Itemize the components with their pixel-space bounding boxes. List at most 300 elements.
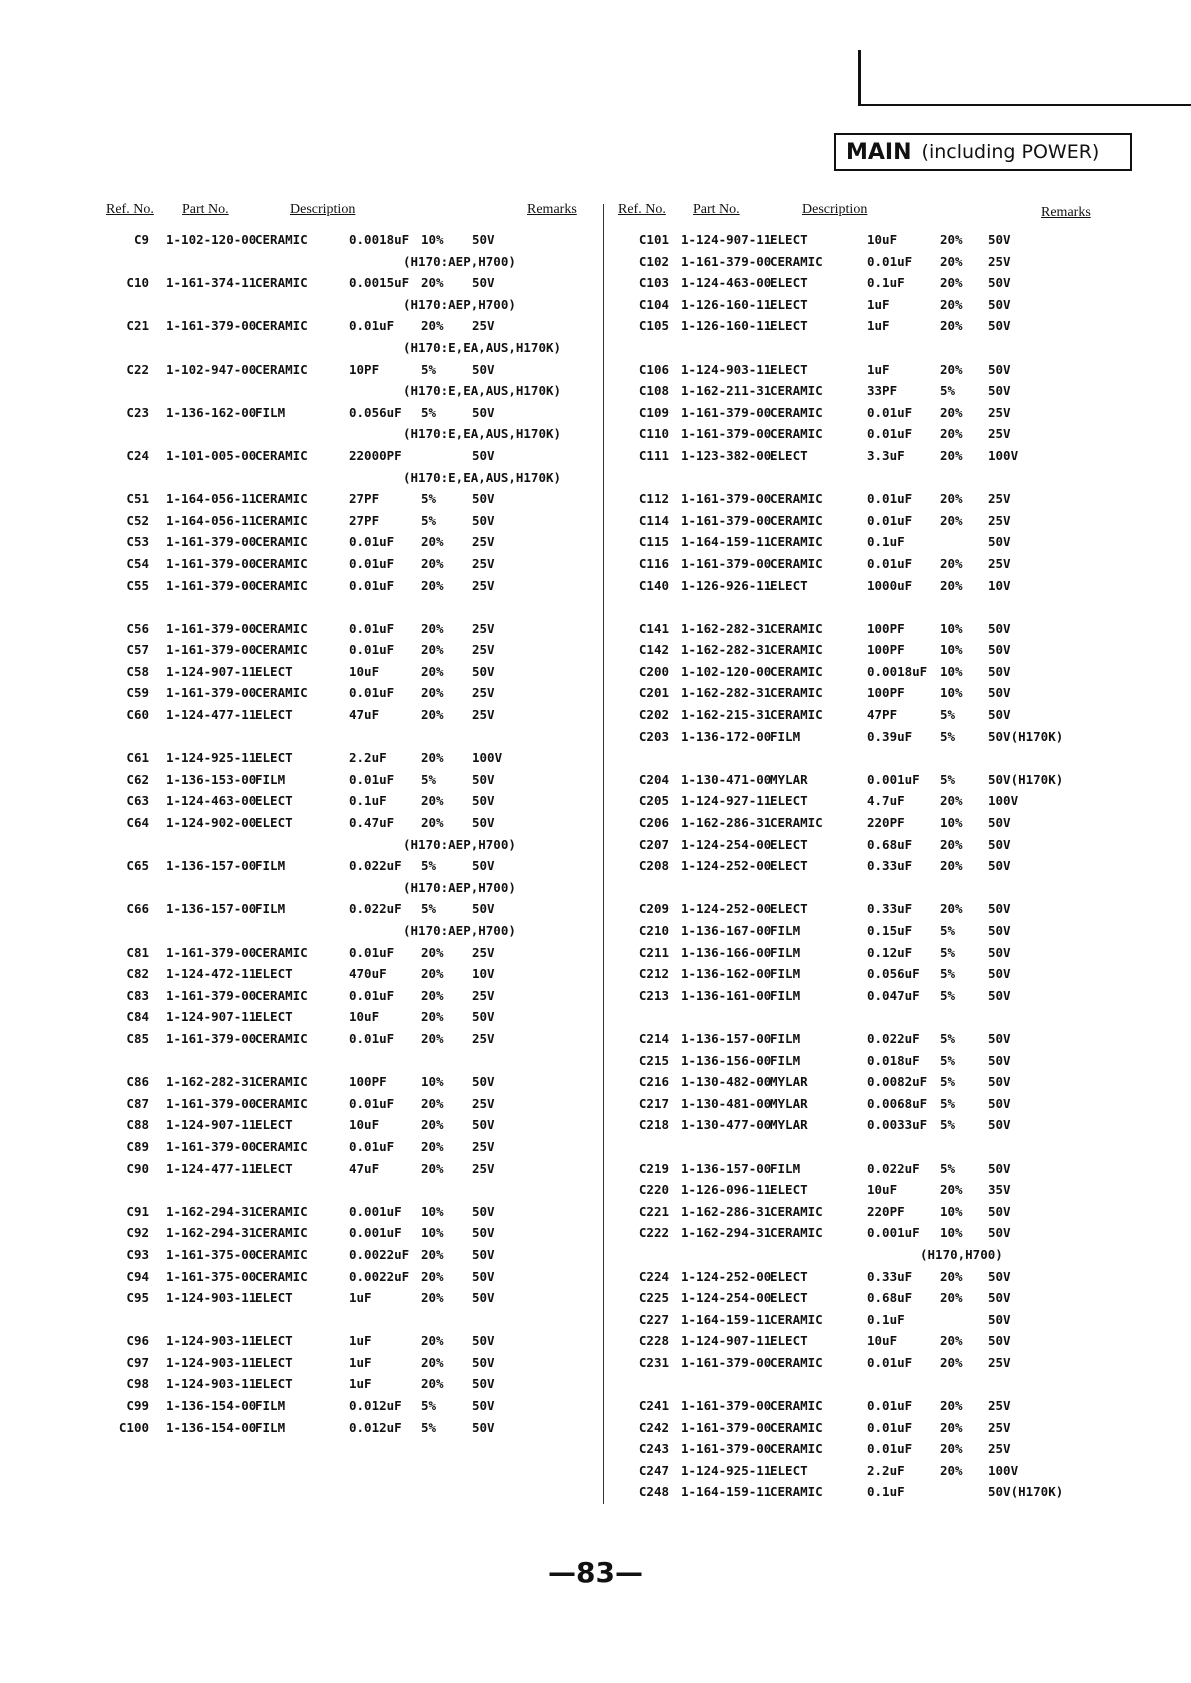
cell-value: 0.0015uF	[349, 275, 410, 291]
cell-part: 1-162-282-31	[166, 1074, 257, 1090]
cell-tol: 5%	[940, 1160, 956, 1176]
cell-value: 0.01uF	[867, 404, 913, 420]
cell-tol: 20%	[421, 555, 444, 571]
cell-value: 22000PF	[349, 447, 402, 463]
cell-ref: C84	[126, 1009, 149, 1025]
cell-part: 1-124-252-00	[681, 858, 772, 874]
cell-tol: 20%	[421, 1095, 444, 1111]
cell-value: 0.01uF	[867, 1398, 913, 1414]
cell-volt: 50V	[988, 1052, 1011, 1068]
cell-tol: 20%	[421, 318, 444, 334]
cell-value: 1uF	[867, 318, 890, 334]
cell-value: 0.01uF	[867, 1354, 913, 1370]
cell-volt: 50V	[472, 512, 495, 528]
cell-volt: 25V	[988, 426, 1011, 442]
cell-ref: C242	[638, 1419, 669, 1435]
cell-tol: 20%	[940, 1268, 963, 1284]
cell-type: ELECT	[770, 275, 808, 291]
cell-part: 1-136-157-00	[681, 1160, 772, 1176]
cell-tol: 20%	[940, 1462, 963, 1478]
cell-tol: 5%	[940, 923, 956, 938]
cell-tol: 20%	[421, 944, 444, 960]
cell-type: ELECT	[255, 1117, 293, 1133]
cell-tol: 10%	[421, 1225, 444, 1241]
cell-tol: 20%	[940, 577, 963, 593]
cell-value: 1uF	[867, 296, 890, 312]
cell-volt: 50V	[472, 1398, 495, 1414]
cell-ref: C101	[638, 232, 669, 247]
cell-type: CERAMIC	[770, 1398, 823, 1414]
cell-volt: 25V	[472, 642, 495, 658]
cell-ref: C219	[638, 1160, 669, 1176]
cell-value: 0.018uF	[867, 1052, 920, 1068]
cell-value: 0.001uF	[867, 771, 920, 787]
cell-remark: (H170:E,EA,AUS,H170K)	[403, 339, 562, 355]
cell-ref: C212	[638, 966, 669, 982]
cell-ref: C247	[638, 1462, 669, 1478]
cell-type: CERAMIC	[770, 555, 823, 571]
cell-volt: 25V	[472, 987, 495, 1003]
cell-ref: C201	[638, 685, 669, 701]
cell-tol: 5%	[940, 1074, 956, 1090]
cell-type: FILM	[255, 404, 286, 420]
cell-part: 1-161-375-00	[166, 1268, 257, 1284]
cell-volt: 50V	[472, 361, 495, 377]
cell-type: MYLAR	[770, 771, 808, 787]
cell-tol: 20%	[421, 1376, 444, 1392]
cell-part: 1-162-294-31	[166, 1225, 257, 1241]
cell-volt: 50V	[472, 1117, 495, 1133]
cell-type: ELECT	[770, 361, 808, 377]
cell-part: 1-161-379-00	[681, 426, 772, 442]
cell-volt: 100V	[472, 750, 503, 766]
left-header-part: Part No.	[182, 202, 229, 217]
cell-type: FILM	[255, 901, 286, 917]
cell-ref: C87	[126, 1095, 149, 1111]
cell-tol: 20%	[940, 447, 963, 463]
cell-type: FILM	[770, 966, 801, 982]
cell-type: ELECT	[770, 858, 808, 874]
cell-volt: 50V(H170K)	[988, 771, 1064, 787]
cell-value: 100PF	[867, 685, 905, 701]
cell-part: 1-126-160-11	[681, 318, 772, 334]
cell-volt: 50V	[988, 858, 1011, 874]
cell-value: 100PF	[867, 620, 905, 636]
cell-tol: 20%	[940, 1398, 963, 1414]
cell-volt: 50V	[988, 361, 1011, 377]
cell-value: 0.022uF	[349, 858, 402, 874]
cell-type: ELECT	[770, 1462, 808, 1478]
cell-part: 1-124-477-11	[166, 707, 257, 723]
cell-value: 0.01uF	[349, 1138, 395, 1154]
cell-value: 220PF	[867, 815, 905, 831]
cell-type: MYLAR	[770, 1074, 808, 1090]
cell-type: CERAMIC	[770, 642, 823, 658]
cell-type: CERAMIC	[770, 707, 823, 723]
cell-ref: C210	[638, 923, 669, 938]
cell-type: CERAMIC	[770, 383, 823, 399]
cell-volt: 50V(H170K)	[988, 1484, 1064, 1500]
cell-type: ELECT	[770, 318, 808, 334]
cell-value: 0.0022uF	[349, 1246, 410, 1262]
cell-value: 47PF	[867, 707, 898, 723]
cell-part: 1-161-379-00	[681, 1354, 772, 1370]
cell-tol: 5%	[940, 1052, 956, 1068]
cell-part: 1-161-379-00	[166, 685, 257, 701]
cell-ref: C23	[126, 404, 149, 420]
cell-tol: 20%	[421, 685, 444, 701]
cell-ref: C60	[126, 707, 149, 723]
page-number: —83—	[548, 1556, 643, 1589]
cell-type: ELECT	[770, 577, 808, 593]
cell-type: CERAMIC	[255, 512, 308, 528]
cell-value: 0.33uF	[867, 858, 913, 874]
cell-remark: (H170:E,EA,AUS,H170K)	[403, 383, 562, 399]
cell-tol: 20%	[940, 858, 963, 874]
cell-tol: 10%	[940, 642, 963, 658]
cell-value: 0.0018uF	[349, 232, 410, 247]
cell-tol: 20%	[421, 1268, 444, 1284]
cell-type: ELECT	[770, 232, 808, 247]
cell-tol: 20%	[421, 793, 444, 809]
cell-tol: 20%	[940, 275, 963, 291]
cell-volt: 50V	[988, 1311, 1011, 1327]
cell-type: CERAMIC	[255, 577, 308, 593]
cell-part: 1-102-120-00	[681, 663, 772, 679]
cell-value: 10uF	[867, 1182, 898, 1198]
cell-tol: 20%	[421, 642, 444, 658]
cell-tol: 20%	[940, 426, 963, 442]
cell-value: 10uF	[867, 1333, 898, 1349]
cell-part: 1-124-472-11	[166, 966, 257, 982]
cell-type: FILM	[770, 1160, 801, 1176]
cell-ref: C220	[638, 1182, 669, 1198]
cell-tol: 20%	[421, 1009, 444, 1025]
cell-part: 1-161-379-00	[166, 944, 257, 960]
cell-volt: 50V	[988, 901, 1011, 917]
cell-type: ELECT	[770, 296, 808, 312]
cell-tol: 20%	[421, 1354, 444, 1370]
cell-remark: (H170,H700)	[920, 1246, 1003, 1262]
cell-value: 0.01uF	[349, 1030, 395, 1046]
cell-part: 1-161-379-00	[166, 620, 257, 636]
section-title: MAIN	[846, 139, 912, 165]
cell-part: 1-124-903-11	[166, 1290, 257, 1306]
cell-value: 100PF	[867, 642, 905, 658]
cell-tol: 20%	[940, 361, 963, 377]
cell-value: 220PF	[867, 1203, 905, 1219]
cell-value: 0.012uF	[349, 1419, 402, 1435]
cell-volt: 50V	[988, 923, 1011, 938]
cell-ref: C94	[126, 1268, 149, 1284]
cell-type: MYLAR	[770, 1095, 808, 1111]
cell-ref: C106	[638, 361, 669, 377]
right-header-ref: Ref. No.	[618, 202, 666, 217]
cell-remark: (H170:E,EA,AUS,H170K)	[403, 469, 562, 485]
cell-ref: C248	[638, 1484, 669, 1500]
cell-ref: C88	[126, 1117, 149, 1133]
cell-value: 0.01uF	[349, 944, 395, 960]
cell-ref: C83	[126, 987, 149, 1003]
cell-value: 47uF	[349, 707, 380, 723]
cell-part: 1-124-907-11	[681, 232, 772, 247]
cell-volt: 50V	[472, 1354, 495, 1370]
cell-ref: C52	[126, 512, 149, 528]
cell-type: CERAMIC	[255, 1225, 308, 1241]
cell-type: CERAMIC	[770, 685, 823, 701]
cell-value: 0.68uF	[867, 1290, 913, 1306]
cell-type: CERAMIC	[255, 275, 308, 291]
cell-ref: C95	[126, 1290, 149, 1306]
cell-type: ELECT	[770, 1333, 808, 1349]
cell-volt: 25V	[472, 534, 495, 550]
cell-volt: 50V(H170K)	[988, 728, 1064, 744]
cell-part: 1-124-907-11	[166, 663, 257, 679]
cell-tol: 5%	[421, 858, 437, 874]
cell-tol: 20%	[421, 815, 444, 831]
cell-type: FILM	[255, 771, 286, 787]
cell-ref: C61	[126, 750, 149, 766]
cell-ref: C55	[126, 577, 149, 593]
cell-part: 1-136-153-00	[166, 771, 257, 787]
cell-ref: C243	[638, 1441, 669, 1457]
cell-ref: C217	[638, 1095, 669, 1111]
cell-tol: 10%	[421, 1074, 444, 1090]
cell-tol: 5%	[940, 771, 956, 787]
cell-type: ELECT	[255, 1009, 293, 1025]
cell-ref: C218	[638, 1117, 669, 1133]
cell-part: 1-124-907-11	[166, 1009, 257, 1025]
cell-type: CERAMIC	[255, 1138, 308, 1154]
cell-part: 1-101-005-00	[166, 447, 257, 463]
cell-type: CERAMIC	[255, 534, 308, 550]
cell-volt: 25V	[988, 555, 1011, 571]
cell-type: FILM	[255, 858, 286, 874]
cell-type: CERAMIC	[770, 1441, 823, 1457]
cell-part: 1-164-159-11	[681, 1311, 772, 1327]
cell-part: 1-161-379-00	[681, 1398, 772, 1414]
cell-value: 0.1uF	[867, 275, 905, 291]
cell-tol: 5%	[421, 771, 437, 787]
cell-part: 1-124-925-11	[681, 1462, 772, 1478]
cell-value: 0.056uF	[349, 404, 402, 420]
cell-part: 1-164-159-11	[681, 534, 772, 550]
cell-tol: 20%	[940, 1441, 963, 1457]
cell-part: 1-124-927-11	[681, 793, 772, 809]
cell-volt: 50V	[988, 1225, 1011, 1241]
cell-volt: 10V	[472, 966, 495, 982]
cell-type: ELECT	[255, 815, 293, 831]
cell-volt: 25V	[472, 555, 495, 571]
cell-ref: C203	[638, 728, 669, 744]
cell-ref: C141	[638, 620, 669, 636]
cell-ref: C205	[638, 793, 669, 809]
cell-tol: 5%	[421, 1398, 437, 1414]
cell-ref: C112	[638, 491, 669, 507]
right-header-remarks: Remarks	[1041, 205, 1091, 220]
cell-remark: (H170:AEP,H700)	[403, 879, 516, 895]
cell-volt: 50V	[472, 404, 495, 420]
cell-ref: C58	[126, 663, 149, 679]
cell-ref: C104	[638, 296, 669, 312]
cell-ref: C200	[638, 663, 669, 679]
cell-part: 1-162-211-31	[681, 383, 772, 399]
cell-ref: C202	[638, 707, 669, 723]
cell-part: 1-136-161-00	[681, 987, 772, 1003]
cell-part: 1-124-903-11	[166, 1354, 257, 1370]
cell-type: MYLAR	[770, 1117, 808, 1133]
cell-tol: 20%	[940, 491, 963, 507]
cell-volt: 25V	[472, 1160, 495, 1176]
cell-type: CERAMIC	[770, 491, 823, 507]
cell-volt: 50V	[472, 491, 495, 507]
cell-value: 0.047uF	[867, 987, 920, 1003]
cell-tol: 20%	[421, 1290, 444, 1306]
cell-volt: 50V	[988, 1074, 1011, 1090]
cell-tol: 5%	[421, 901, 437, 917]
cell-tol: 5%	[940, 383, 956, 399]
cell-type: CERAMIC	[770, 815, 823, 831]
cell-ref: C221	[638, 1203, 669, 1219]
cell-tol: 20%	[421, 534, 444, 550]
cell-type: FILM	[770, 1030, 801, 1046]
cell-type: ELECT	[255, 1376, 293, 1392]
cell-part: 1-124-254-00	[681, 1290, 772, 1306]
cell-volt: 25V	[472, 1138, 495, 1154]
cell-ref: C57	[126, 642, 149, 658]
left-header-desc: Description	[290, 202, 356, 217]
cell-tol: 20%	[940, 1419, 963, 1435]
cell-value: 0.01uF	[349, 534, 395, 550]
cell-volt: 50V	[988, 296, 1011, 312]
cell-ref: C90	[126, 1160, 149, 1176]
cell-type: CERAMIC	[770, 404, 823, 420]
cell-part: 1-130-482-00	[681, 1074, 772, 1090]
cell-value: 0.1uF	[867, 534, 905, 550]
cell-tol: 20%	[421, 620, 444, 636]
cell-part: 1-124-902-00	[166, 815, 257, 831]
cell-part: 1-161-379-00	[166, 1095, 257, 1111]
cell-ref: C63	[126, 793, 149, 809]
cell-volt: 25V	[472, 318, 495, 334]
cell-type: ELECT	[255, 966, 293, 982]
cell-ref: C241	[638, 1398, 669, 1414]
cell-ref: C100	[118, 1419, 149, 1435]
cell-value: 0.001uF	[349, 1203, 402, 1219]
cell-value: 0.0082uF	[867, 1074, 928, 1090]
cell-type: FILM	[770, 728, 801, 744]
cell-tol: 20%	[421, 987, 444, 1003]
cell-volt: 50V	[472, 447, 495, 463]
cell-tol: 10%	[940, 620, 963, 636]
cell-type: CERAMIC	[255, 1246, 308, 1262]
cell-type: ELECT	[770, 447, 808, 463]
cell-type: ELECT	[255, 1290, 293, 1306]
cell-volt: 50V	[472, 1376, 495, 1392]
cell-part: 1-161-374-11	[166, 275, 257, 291]
cell-tol: 20%	[421, 750, 444, 766]
cell-volt: 25V	[988, 491, 1011, 507]
cell-volt: 50V	[472, 275, 495, 291]
cell-type: CERAMIC	[255, 1268, 308, 1284]
cell-type: ELECT	[255, 1160, 293, 1176]
cell-part: 1-124-463-00	[681, 275, 772, 291]
cell-volt: 50V	[988, 534, 1011, 550]
cell-part: 1-136-156-00	[681, 1052, 772, 1068]
cell-value: 0.01uF	[349, 577, 395, 593]
cell-volt: 50V	[472, 1419, 495, 1435]
cell-part: 1-162-294-31	[681, 1225, 772, 1241]
cell-volt: 100V	[988, 793, 1019, 809]
cell-tol: 5%	[940, 728, 956, 744]
cell-ref: C231	[638, 1354, 669, 1370]
cell-value: 1uF	[349, 1290, 372, 1306]
cell-tol: 20%	[940, 1354, 963, 1370]
cell-tol: 5%	[940, 944, 956, 960]
cell-tol: 20%	[421, 1138, 444, 1154]
cell-tol: 20%	[940, 318, 963, 334]
cell-volt: 25V	[988, 1354, 1011, 1370]
cell-part: 1-161-379-00	[166, 1138, 257, 1154]
cell-volt: 50V	[472, 663, 495, 679]
cell-part: 1-161-379-00	[681, 555, 772, 571]
left-header-ref: Ref. No.	[106, 202, 154, 217]
cell-ref: C64	[126, 815, 149, 831]
cell-tol: 20%	[940, 901, 963, 917]
cell-type: CERAMIC	[255, 685, 308, 701]
cell-volt: 50V	[988, 383, 1011, 399]
cell-type: CERAMIC	[255, 1203, 308, 1219]
cell-type: ELECT	[770, 1268, 808, 1284]
cell-tol: 20%	[421, 966, 444, 982]
cell-type: ELECT	[770, 1182, 808, 1198]
cell-part: 1-136-162-00	[166, 404, 257, 420]
cell-tol: 10%	[940, 685, 963, 701]
cell-value: 10uF	[867, 232, 898, 247]
cell-volt: 25V	[472, 620, 495, 636]
cell-ref: C222	[638, 1225, 669, 1241]
cell-volt: 50V	[988, 836, 1011, 852]
corner-mark-vertical	[858, 50, 861, 106]
cell-ref: C110	[638, 426, 669, 442]
cell-part: 1-161-379-00	[166, 555, 257, 571]
cell-part: 1-102-120-00	[166, 232, 257, 247]
cell-value: 0.33uF	[867, 1268, 913, 1284]
cell-volt: 50V	[988, 1030, 1011, 1046]
cell-volt: 50V	[472, 1268, 495, 1284]
cell-tol: 20%	[421, 577, 444, 593]
cell-volt: 25V	[472, 577, 495, 593]
cell-type: ELECT	[255, 663, 293, 679]
cell-value: 0.1uF	[867, 1311, 905, 1327]
cell-tol: 5%	[940, 1095, 956, 1111]
cell-ref: C208	[638, 858, 669, 874]
cell-value: 0.001uF	[867, 1225, 920, 1241]
cell-value: 0.01uF	[349, 620, 395, 636]
cell-type: ELECT	[770, 901, 808, 917]
cell-part: 1-136-154-00	[166, 1398, 257, 1414]
cell-type: FILM	[255, 1419, 286, 1435]
cell-type: CERAMIC	[255, 555, 308, 571]
cell-volt: 50V	[472, 815, 495, 831]
cell-ref: C89	[126, 1138, 149, 1154]
cell-value: 1uF	[349, 1354, 372, 1370]
cell-value: 0.01uF	[349, 318, 395, 334]
cell-ref: C216	[638, 1074, 669, 1090]
cell-value: 0.01uF	[349, 987, 395, 1003]
cell-tol: 5%	[940, 987, 956, 1003]
cell-part: 1-161-379-00	[166, 577, 257, 593]
